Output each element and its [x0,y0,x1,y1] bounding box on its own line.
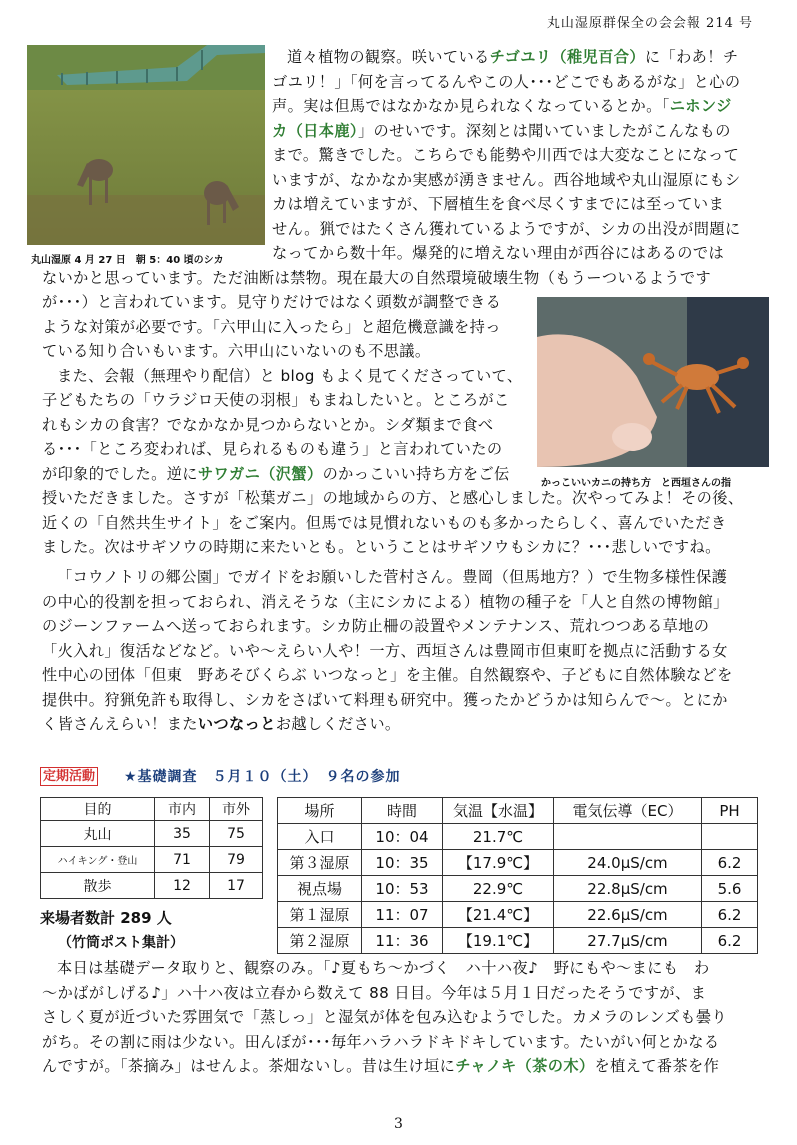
newsletter-header: 丸山湿原群保全の会会報 214 号 [546,16,753,31]
table-cell: 79 [210,847,263,873]
deer-photo-caption: 丸山湿原 4 月 27 日 朝 5：40 頃のシカ [31,255,224,266]
article-line: 声。実は但馬ではなかなか見られなくなっているとか。「ニホンジ [272,97,732,115]
report-line: さしく夏が近づいた雰囲気で「蒸しっ」と湿気が体を包み込むようでした。カメラのレンズも曇り [42,1008,728,1026]
table-cell: 21.7℃ [443,824,554,850]
article-line: ないかと思っています。ただ油断は禁物。現在最大の自然環境破壊生物（もうーついるようです [42,269,712,287]
table-cell: 75 [210,821,263,847]
table-cell: 24.0μS/cm [554,850,702,876]
table-row [278,824,758,850]
table-cell [554,824,702,850]
article-line: 道々植物の観察。咲いているチゴユリ（稚児百合）に「わあ！チ [287,48,739,66]
article-line: カ（日本鹿）」のせいです。深刻とは聞いていましたがこんなもの [272,122,731,140]
article-line: 「火入れ」復活などなど。いや～えらい人や！一方、西垣さんは豊岡市但東町を拠点に活動する女 [42,642,728,660]
table-cell: 11：36 [362,928,443,954]
table-row [41,847,263,873]
article-line: が･･･）と言われています。見守りだけではなく頭数が調整できる [42,293,502,311]
article-line: 提供中。狩猟免許も取得し、シカをさばいて料理も研究中。獲ったかどうかは知らんで～。とにか [42,691,728,709]
report-line: 本日は基礎データ取りと、観察のみ。「♪夏もち～かづく ハ十ハ夜♪ 野にもや～まにも わ [57,959,710,977]
visitor-total-source: （竹筒ポスト集計） [58,935,184,951]
table-header-row [278,798,758,824]
table-cell: 22.8μS/cm [554,876,702,902]
table-cell: 27.7μS/cm [554,928,702,954]
table-cell: 17 [210,873,263,899]
table-cell: 6.2 [702,902,758,928]
table-cell: 71 [155,847,210,873]
table-cell: 【17.9℃】 [443,850,554,876]
table-cell: 6.2 [702,928,758,954]
article-line: 子どもたちの「ウラジロ天使の羽根」もまねしたいと。ところがこ [42,391,510,409]
article-line: また、会報（無理やり配信）と blog もよく見てくださっていて、 [57,367,523,385]
article-line: れもシカの食害？でなかなか見つからないとか。シダ類まで食べ [42,416,494,434]
visitor-total: 来場者数計 289 人 [40,909,172,927]
article-line: 「コウノトリの郷公園」でガイドをお願いした菅村さん。豊岡（但馬地方？）で生物多様性保護 [57,568,728,586]
table-row [278,928,758,954]
article-line: いますが、なかなか実感が湧きません。西谷地域や丸山湿原にもシ [272,171,741,189]
table-cell: 丸山 [41,821,155,847]
article-line: が印象的でした。逆にサワガニ（沢蟹）のかっこいい持ち方をご伝 [42,465,510,483]
table-cell: 22.9℃ [443,876,554,902]
activity-title: ★基礎調査 ５月１０（土） ９名の参加 [124,769,401,785]
article-line: 性中心の団体「但東 野あそびくらぶ いつなっと」を主催。自然観察や、子どもに自然体験などを [42,666,733,684]
table-header: PH [702,798,758,824]
report-line: がち。その割に雨は少ない。田んぼが･･･毎年ハラハラドキドキしています。たいがい何とかなる [42,1033,720,1051]
table-cell: 6.2 [702,850,758,876]
table-cell: 10：04 [362,824,443,850]
article-line: ました。次はサギソウの時期に来たいとも。ということはサギソウもシカに？･･･悲しいですね。 [42,538,721,556]
article-line: る･･･「ところ変われば、見られるものも違う」と言われていたの [42,440,503,458]
article-line: せん。猟ではたくさん獲れているようですが、シカの出没が問題に [272,220,741,238]
table-header-row [41,798,263,821]
table-cell: 10：35 [362,850,443,876]
visitor-table [40,797,263,899]
article-line: のジーンファームへ送っておられます。シカ防止柵の設置やメンテナンス、荒れつつある草地の [42,617,710,635]
crab-photo-image [537,297,769,467]
table-row [278,876,758,902]
article-line: ゴユリ！」「何を言ってるんやこの人･･･どこでもあるがな」と心の [272,73,741,91]
report-line: ～かばがしげる♪」ハ十ハ夜は立春から数えて 88 日目。今年は５月１日だったそうですが、ま [42,984,707,1002]
table-row [41,873,263,899]
article-line: ている知り合いもいます。六甲山にいないのも不思議。 [42,342,431,360]
table-cell: 第３湿原 [278,850,362,876]
table-cell: 22.6μS/cm [554,902,702,928]
article-line: まで。驚きでした。こちらでも能勢や川西では大変なことになって [272,146,740,164]
table-row [278,850,758,876]
table-cell: 35 [155,821,210,847]
table-cell: 10：53 [362,876,443,902]
table-row [278,902,758,928]
page-number: 3 [394,1116,403,1132]
table-cell: 【19.1℃】 [443,928,554,954]
table-header: 市内 [155,798,210,821]
table-header: 場所 [278,798,362,824]
table-row [41,821,263,847]
table-header: 電気伝導（EC） [554,798,702,824]
table-cell: 【21.4℃】 [443,902,554,928]
article-line: 授いただきました。さすが「松葉ガニ」の地域からの方、と感心しました。次やってみよ！その後、 [42,489,744,507]
table-header: 気温【水温】 [443,798,554,824]
table-cell: 視点場 [278,876,362,902]
article-line: カは増えていますが、下層植生を食べ尽くすまでには至っていま [272,195,725,213]
table-header: 市外 [210,798,263,821]
activity-tag: 定期活動 [40,767,98,786]
article-line: ような対策が必要です。「六甲山に入ったら」と超危機意識を持っ [42,318,501,336]
table-cell: 12 [155,873,210,899]
table-header: 時間 [362,798,443,824]
article-line: の中心的役割を担っておられ、消えそうな（主にシカによる）植物の種子を「人と自然の博物館」 [42,593,729,611]
table-cell [702,824,758,850]
table-cell: 散歩 [41,873,155,899]
report-line: んですが。「茶摘み」はせんよ。茶畑ないし。昔は生け垣にチャノキ（茶の木）を植えて番茶を作 [42,1057,720,1075]
deer-photo [27,45,265,245]
deer-photo-image [27,45,265,245]
article-line: 近くの「自然共生サイト」をご案内。但馬では見慣れないものも多かったらしく、喜んでいただき [42,514,727,532]
article-line: く皆さんえらい！またいつなっとお越しください。 [42,715,401,733]
table-cell: 第２湿原 [278,928,362,954]
table-cell: 入口 [278,824,362,850]
article-line: なってから数十年。爆発的に増えない理由が西谷にはあるのでは [272,244,725,262]
table-cell: 11：07 [362,902,443,928]
crab-photo-caption: かっこいいカニの持ち方 と西垣さんの指 [541,478,731,489]
survey-table [277,797,758,954]
table-cell: ハイキング・登山 [41,847,155,873]
table-header: 目的 [41,798,155,821]
table-cell: 5.6 [702,876,758,902]
crab-photo [537,297,769,467]
table-cell: 第１湿原 [278,902,362,928]
